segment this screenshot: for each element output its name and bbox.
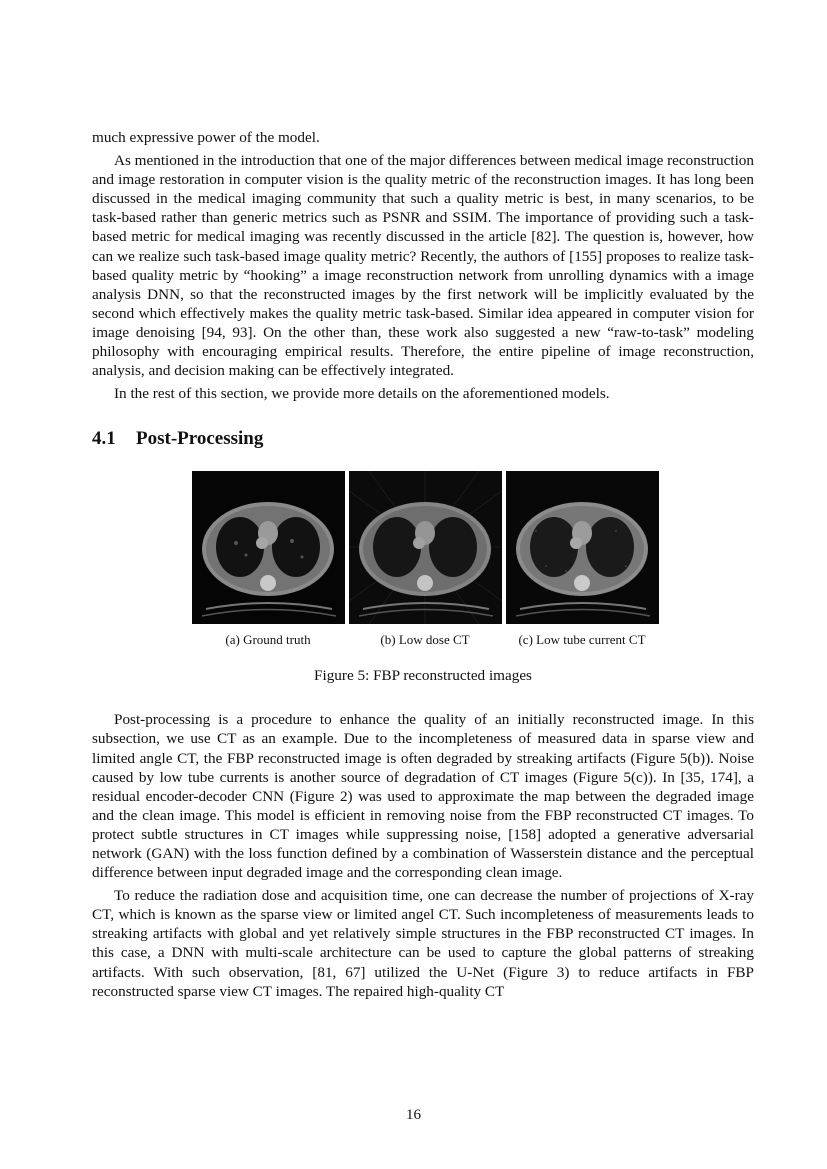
page-number: 16 [406,1107,421,1123]
ct-image-low-dose [349,471,502,624]
page-body [92,128,754,1001]
section-heading [92,427,754,451]
paragraph: Post-processing is a procedure to enhance the quality of an initially reconstructed image. In this subsection, we use CT as an example. Due to the incompleteness of measured data in sparse view and limited angle CT, the FBP reconstructed image is often degraded by streaking artifacts (Figure 5(b)). Noise caused by low tube currents is another source of degradation of CT images (Figure 5(c)). In [35, 174], a residual encoder-decoder CNN (Figure 2) was used to approximate the map between the degraded image and the clean image. This model is efficient in removing noise from the FBP reconstructed CT images. To protect subtle structures in CT images while suppressing noise, [158] adopted a generative adversarial network (GAN) with the loss function defined by a combination of Wasserstein distance and the perceptual difference between input degraded image and the corresponding clean image. [92,711,754,882]
subcaption-c: (c) Low tube current CT [518,632,646,648]
figure [92,471,754,685]
subcaption-b: (b) Low dose CT [380,632,470,648]
section-title: Post-Processing [136,428,264,450]
figure-panel-ground-truth [192,471,345,624]
paragraph: much expressive power of the model. [92,129,320,146]
figure-caption: Figure 5: FBP reconstructed images [314,667,532,685]
paragraph: To reduce the radiation dose and acquisition time, one can decrease the number of projections of X-ray CT, which is known as the sparse view or limited angel CT. Such incompleteness of measurements leads to streaking artifacts with global and yet relatively simple structures in the FBP reconstructed CT images. In this case, a DNN with multi-scale architecture can be used to capture the global patterns of streaking artifacts. With such observation, [81, 67] utilized the U-Net (Figure 3) to reduce artifacts in FBP reconstructed sparse view CT images. The repaired high-quality CT [92,887,754,1000]
paragraph: As mentioned in the introduction that one of the major differences between medical image reconstruction and image restoration in computer vision is the quality metric of the reconstruction images. It has long been discussed in the medical imaging community that such a quality metric is best, in many scenarios, to be task-based rather than generic metrics such as PSNR and SSIM. The importance of providing such a task-based metric for medical imaging was recently discussed in the article [82]. The question is, however, how can we realize such task-based image quality metric? Recently, the authors of [155] proposes to realize task-based quality metric by “hooking” a image reconstruction network from unrolling dynamics with a image analysis DNN, so that the reconstructed images by the first network will be implicitly evaluated by the second which effectively makes the quality metric task-based. Similar idea appeared in computer vision for image denoising [94, 93]. On the other than, these work also suggested a new “raw-to-task” modeling philosophy with encouraging empirical results. Therefore, the entire pipeline of image reconstruction, analysis, and decision making can be effectively integrated. [92,152,754,380]
ct-image-ground-truth [192,471,345,624]
paragraph: In the rest of this section, we provide more details on the aforementioned models. [114,385,610,403]
subcaption-a: (a) Ground truth [225,632,311,648]
figure-panel-low-tube-current [506,471,659,624]
section-number: 4.1 [92,428,116,450]
ct-image-low-tube-current [506,471,659,624]
figure-panel-low-dose [349,471,502,624]
